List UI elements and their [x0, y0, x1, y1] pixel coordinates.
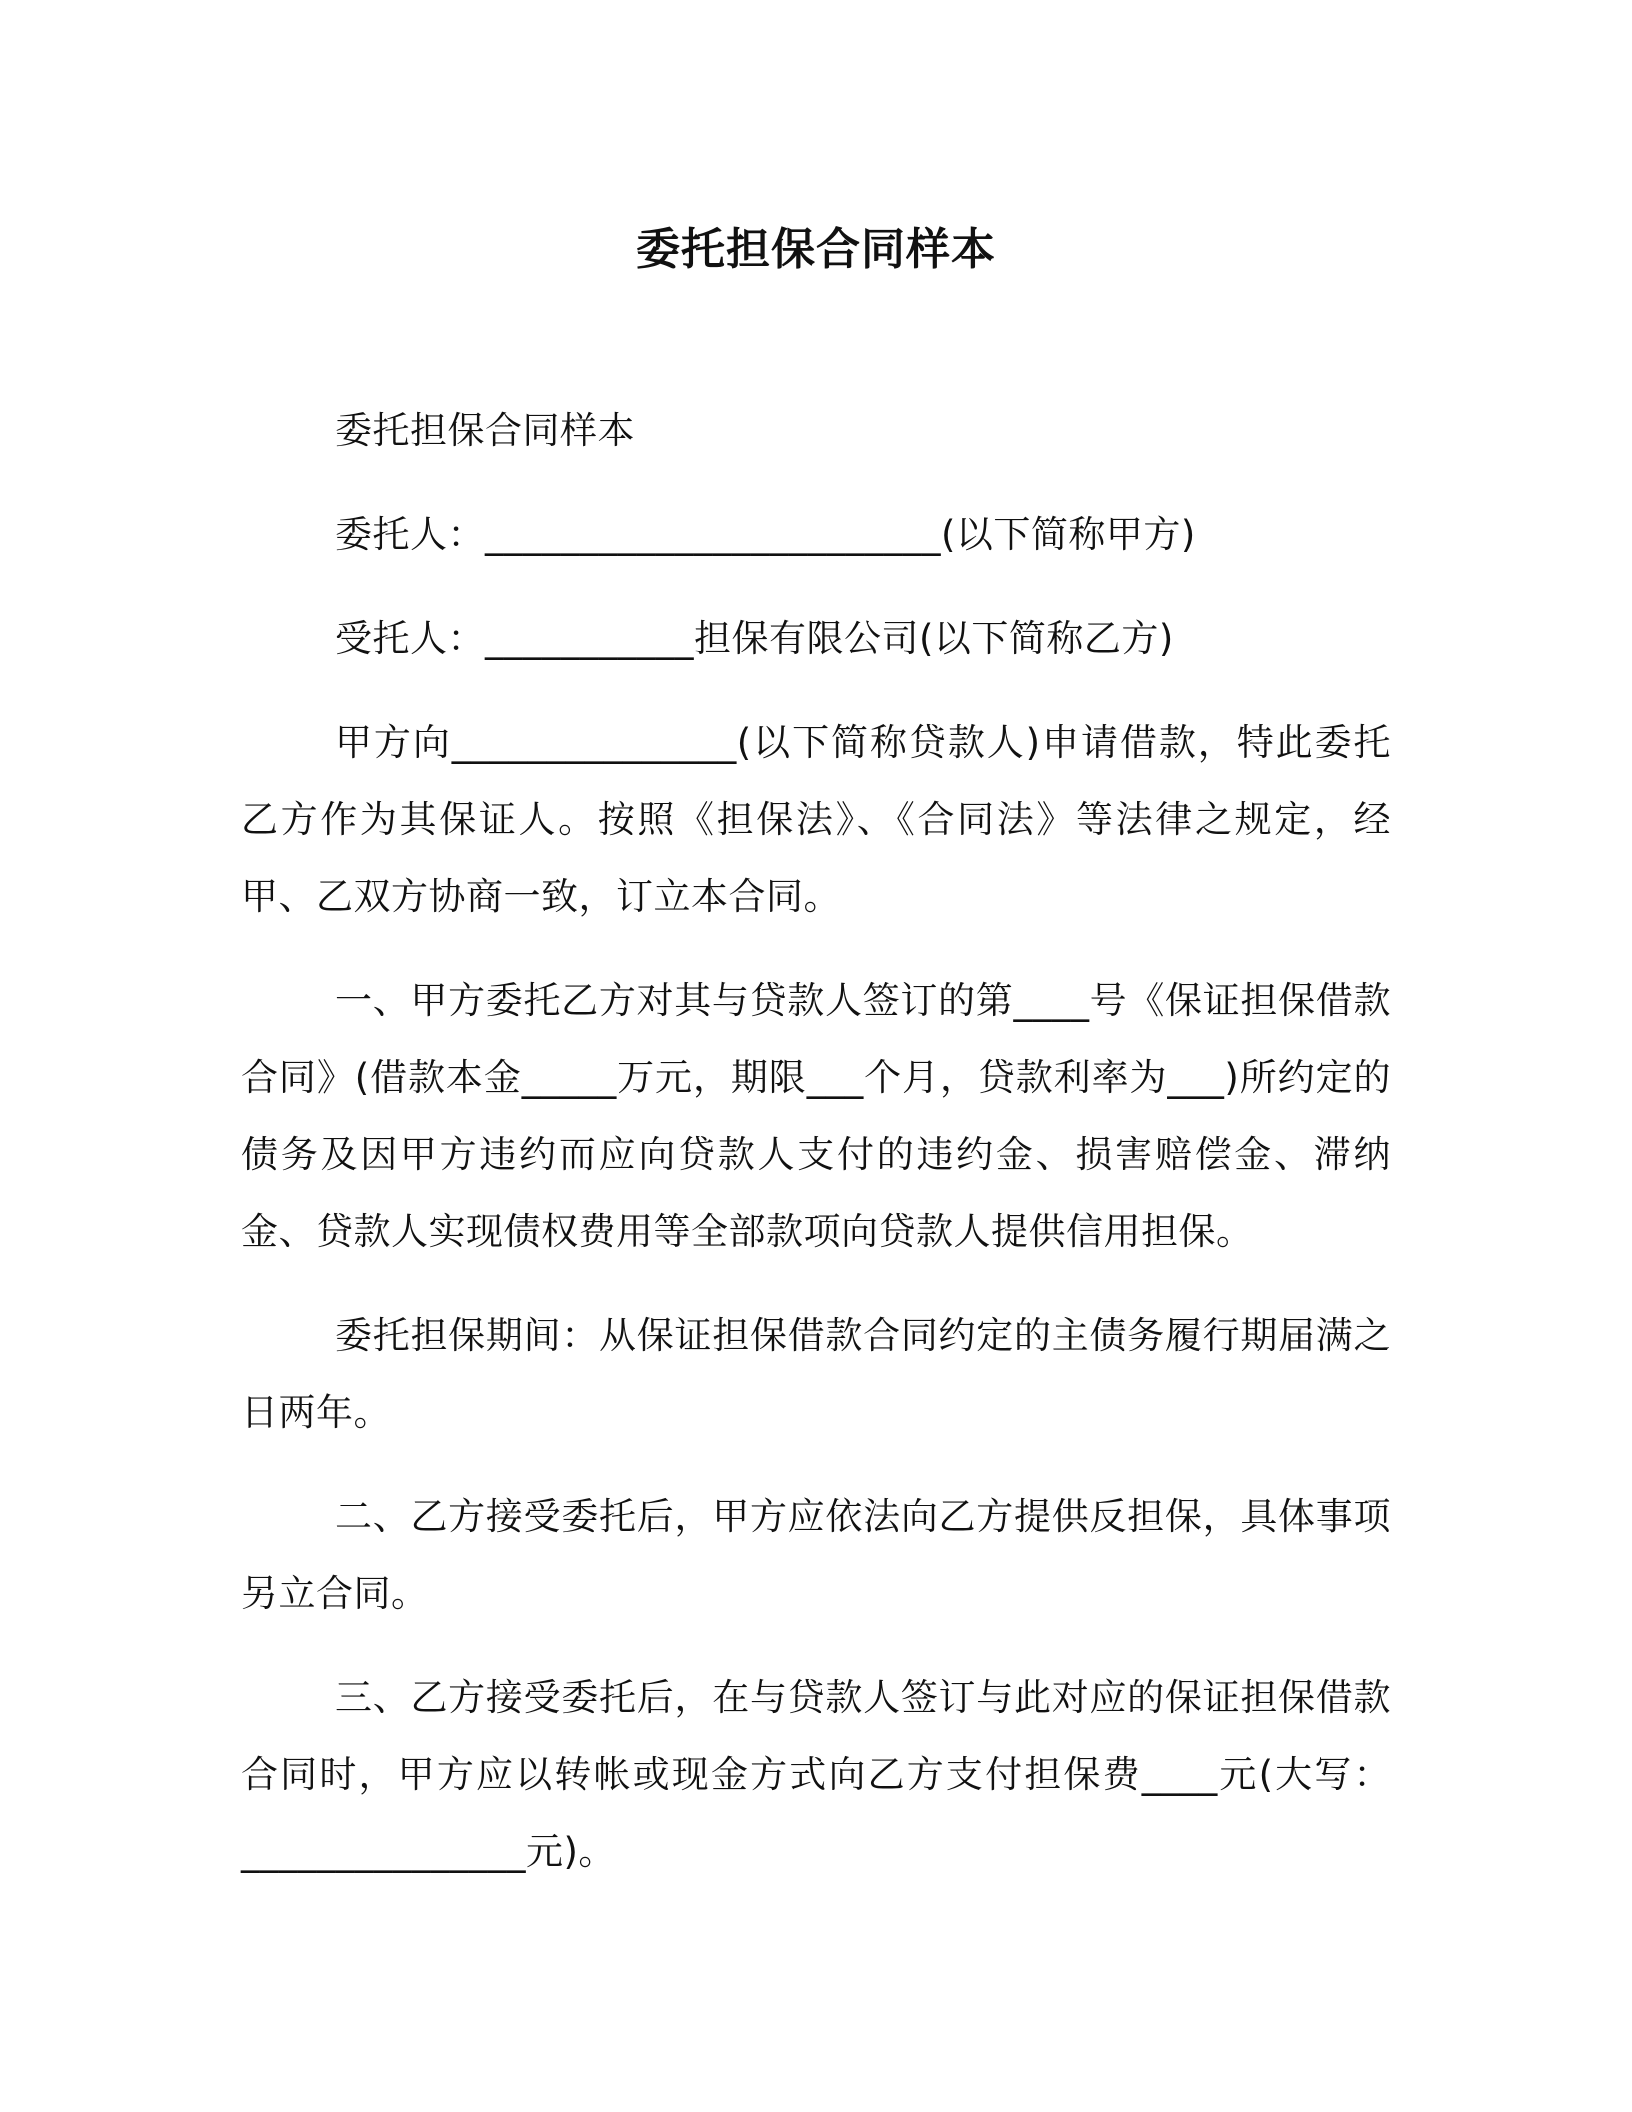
document-body — [241, 392, 1391, 1890]
paragraph-preamble: 甲方向_______________(以下简称贷款人)申请借款，特此委托乙方作为其保证人。按照《担保法》、《合同法》等法律之规定，经甲、乙双方协商一致，订立本合同。 — [241, 721, 1391, 918]
paragraph-clause-3: 三、乙方接受委托后，在与贷款人签订与此对应的保证担保借款合同时，甲方应以转帐或现金方式向乙方支付担保费____元(大写：_______________元)。 — [241, 1676, 1391, 1873]
paragraph-clause-1: 一、甲方委托乙方对其与贷款人签订的第____号《保证担保借款合同》(借款本金_____万元，期限___个月，贷款利率为___)所约定的债务及因甲方违约而应向贷款人支付的违约金、损害赔偿金、滞纳金、贷款人实现债权费用等全部款项向贷款人提供信用担保。 — [241, 979, 1391, 1253]
paragraph-principal: 委托人：________________________(以下简称甲方) — [335, 513, 1196, 556]
document-title: 委托担保合同样本 — [636, 224, 996, 275]
paragraph-heading: 委托担保合同样本 — [335, 409, 635, 452]
paragraph-clause-2: 二、乙方接受委托后，甲方应依法向乙方提供反担保，具体事项另立合同。 — [241, 1495, 1391, 1615]
paragraph-trustee: 受托人：___________担保有限公司(以下简称乙方) — [335, 617, 1174, 660]
paragraph-guarantee-period: 委托担保期间：从保证担保借款合同约定的主债务履行期届满之日两年。 — [241, 1314, 1391, 1434]
